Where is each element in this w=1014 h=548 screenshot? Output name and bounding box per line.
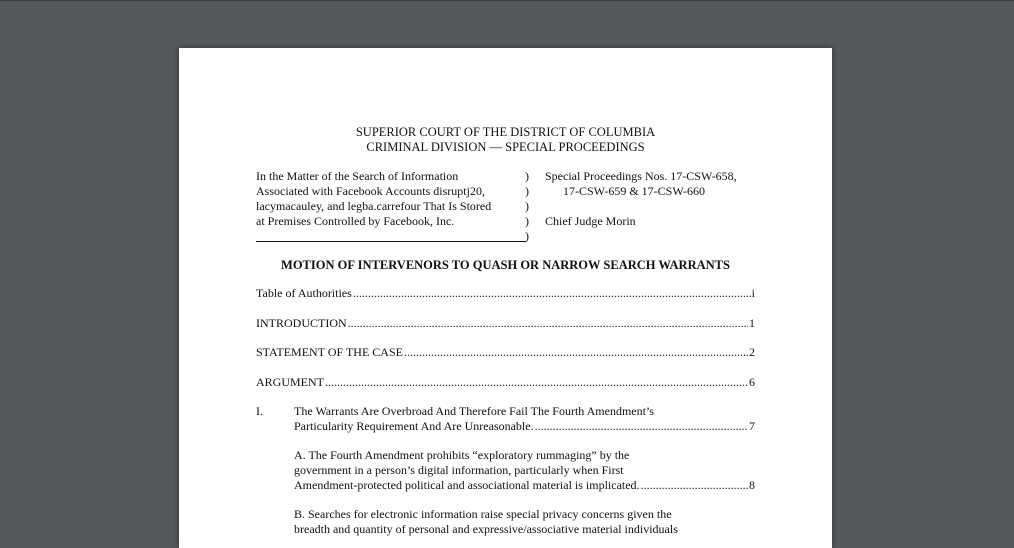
toc-entry-section-A[interactable] [256, 448, 755, 493]
toc-label: Amendment-protected political and associational material is implicated. [294, 478, 640, 492]
toc-label: government in a person’s digital information, particularly when First [294, 463, 624, 477]
matter-line: at Premises Controlled by Facebook, Inc. [256, 214, 455, 228]
toc-label: INTRODUCTION [256, 316, 347, 330]
matter-line: lacymacauley, and legba.carrefour That Is Stored [256, 199, 492, 213]
case-number-line: 17-CSW-659 & 17-CSW-660 [563, 184, 706, 198]
caption-parentheses [525, 169, 535, 244]
toc-leader-dots [641, 478, 748, 493]
caption-paren: ) [525, 184, 529, 198]
toc-label: breadth and quantity of personal and expressive/associative material individuals [294, 522, 678, 536]
toc-leader-dots [325, 375, 748, 390]
toc-leader-dots [404, 345, 748, 360]
toc-leader-dots [353, 286, 751, 301]
toc-leader-dots [535, 419, 748, 434]
toc-entry-authorities[interactable] [256, 286, 755, 301]
toc-entry-section-B[interactable] [256, 507, 755, 537]
matter-line: Associated with Facebook Accounts disruptj20, [256, 184, 485, 198]
toc-label: Table of Authorities [256, 286, 352, 300]
toc-label: Particularity Requirement And Are Unreasonable. [294, 419, 534, 433]
caption-paren: ) [525, 229, 529, 243]
case-caption-matter [256, 169, 526, 229]
caption-paren: ) [525, 169, 529, 183]
judge-name: Chief Judge Morin [545, 214, 636, 228]
toc-page-number: 8 [749, 478, 755, 492]
toc-page-number: 7 [749, 419, 755, 433]
court-division: CRIMINAL DIVISION — SPECIAL PROCEEDINGS [366, 140, 645, 154]
caption-paren: ) [525, 214, 529, 228]
toc-label: ARGUMENT [256, 375, 324, 389]
toc-label: A. The Fourth Amendment prohibits “exploratory rummaging” by the [294, 448, 630, 462]
toc-page-number: 1 [749, 316, 755, 330]
toc-label: B. Searches for electronic information raise special privacy concerns given the [294, 507, 672, 521]
toc-page-number: 2 [749, 345, 755, 359]
toc-entry-argument[interactable] [256, 375, 755, 390]
toc-page-number: 6 [749, 375, 755, 389]
toc-label: The Warrants Are Overbroad And Therefore Fail The Fourth Amendment’s [294, 404, 654, 418]
toc-entry-introduction[interactable] [256, 316, 755, 331]
toc-label: STATEMENT OF THE CASE [256, 345, 403, 359]
toc-entry-section-I[interactable] [256, 404, 755, 434]
motion-title: MOTION OF INTERVENORS TO QUASH OR NARROW SEARCH WARRANTS [281, 258, 730, 272]
court-name: SUPERIOR COURT OF THE DISTRICT OF COLUMBIA [355, 125, 656, 139]
toc-leader-dots [348, 316, 748, 331]
toc-page-number: i [751, 286, 755, 300]
case-caption-numbers [545, 169, 805, 229]
case-number-line: Special Proceedings Nos. 17-CSW-658, [545, 169, 737, 183]
caption-underline [256, 241, 526, 242]
matter-line: In the Matter of the Search of Information [256, 169, 459, 183]
toc-entry-statement[interactable] [256, 345, 755, 360]
toc-section-numeral: I. [256, 404, 263, 418]
document-page [179, 48, 832, 548]
caption-paren: ) [525, 199, 529, 213]
court-heading [179, 125, 832, 155]
